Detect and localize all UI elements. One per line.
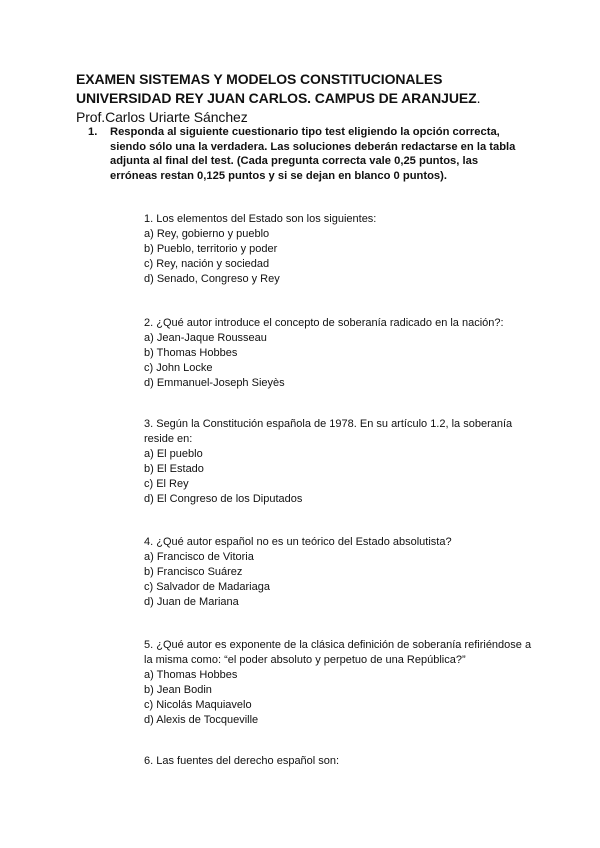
- option-d: d) Juan de Mariana: [144, 596, 239, 608]
- exam-title: EXAMEN SISTEMAS Y MODELOS CONSTITUCIONALES UNIVERSIDAD REY JUAN CARLOS. CAMPUS DE ARANJUEZ: [76, 71, 477, 106]
- option-a: a) Francisco de Vitoria: [144, 551, 254, 563]
- option-d: d) Alexis de Tocqueville: [144, 714, 259, 726]
- question-1: [144, 212, 534, 287]
- option-c: c) Salvador de Madariaga: [144, 581, 270, 593]
- instruction-block: [88, 125, 528, 183]
- question-text: 1. Los elementos del Estado son los siguientes:: [144, 213, 377, 225]
- professor-name: . Prof.Carlos Uriarte Sánchez: [76, 90, 481, 125]
- option-b: b) Francisco Suárez: [144, 566, 243, 578]
- option-d: d) Emmanuel-Joseph Sieyès: [144, 377, 285, 389]
- option-c: c) John Locke: [144, 362, 213, 374]
- option-c: c) Rey, nación y sociedad: [144, 258, 270, 270]
- question-3: [144, 417, 534, 507]
- option-a: a) Thomas Hobbes: [144, 669, 238, 681]
- question-6: [144, 754, 534, 769]
- question-text: 4. ¿Qué autor español no es un teórico del Estado absolutista?: [144, 536, 452, 548]
- option-b: b) Jean Bodin: [144, 684, 212, 696]
- option-b: b) Pueblo, territorio y poder: [144, 243, 278, 255]
- question-text: 6. Las fuentes del derecho español son:: [144, 755, 340, 767]
- option-a: a) Jean-Jaque Rousseau: [144, 332, 267, 344]
- question-text: 3. Según la Constitución española de 1978. En su artículo 1.2, la soberanía reside en:: [144, 418, 513, 445]
- exam-header: [76, 70, 536, 127]
- option-b: b) Thomas Hobbes: [144, 347, 238, 359]
- option-c: c) Nicolás Maquiavelo: [144, 699, 252, 711]
- instruction-number: 1.: [88, 126, 98, 138]
- option-c: c) El Rey: [144, 478, 189, 490]
- option-d: d) Senado, Congreso y Rey: [144, 273, 280, 285]
- question-text: 2. ¿Qué autor introduce el concepto de soberanía radicado en la nación?:: [144, 317, 504, 329]
- option-a: a) El pueblo: [144, 448, 203, 460]
- option-d: d) El Congreso de los Diputados: [144, 493, 303, 505]
- option-a: a) Rey, gobierno y pueblo: [144, 228, 270, 240]
- question-4: [144, 535, 534, 610]
- question-2: [144, 316, 534, 391]
- option-b: b) El Estado: [144, 463, 204, 475]
- question-5: [144, 638, 534, 728]
- instruction-text: Responda al siguiente cuestionario tipo test eligiendo la opción correcta, siendo sólo una la verdadera. Las soluciones deberán redactarse en la tabla adjunta al final del test. (Cada pregunta correcta vale 0,25 puntos, las erróneas restan 0,125 puntos y si se dejan en blanco 0 puntos).: [110, 126, 516, 182]
- question-text: 5. ¿Qué autor es exponente de la clásica definición de soberanía refiriéndose a la misma como: “el poder absoluto y perpetuo de una República?”: [144, 639, 532, 666]
